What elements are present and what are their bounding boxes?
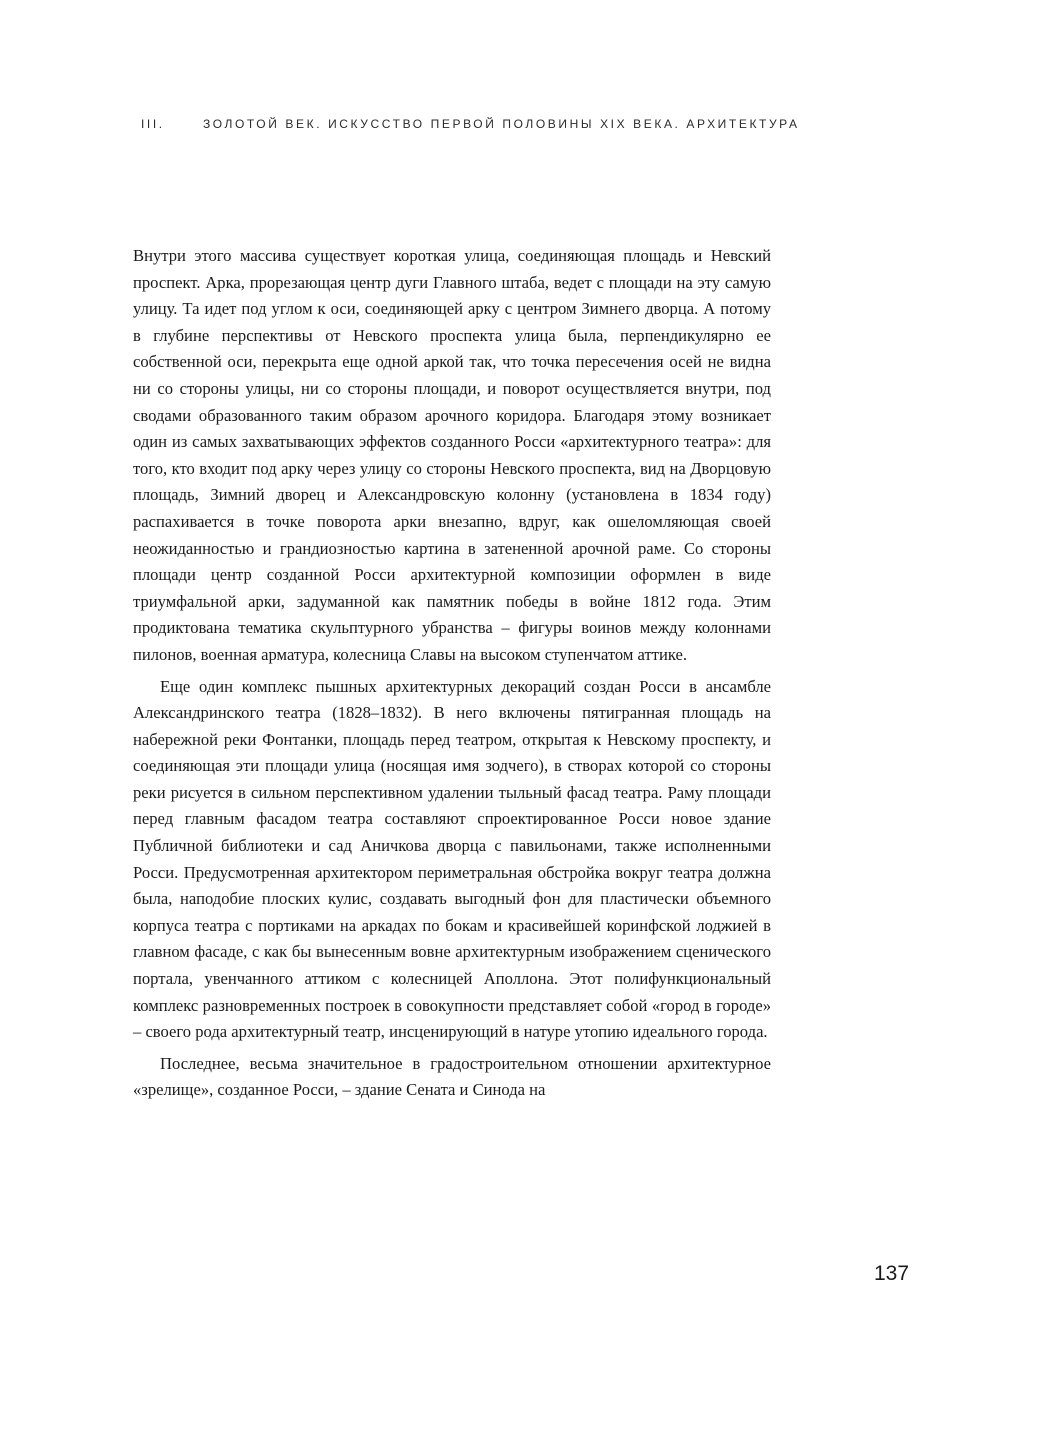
paragraph: Внутри этого массива существует короткая улица, соединяющая площадь и Невский проспект. Арка, прорезающая центр дуги Главного штаба, ведет с площади на эту самую улицу. Та идет под углом к оси, соединяющей арку с центром Зимнего дворца. А потому в глубине перспективы от Невского проспекта улица была, перпендикулярно ее собственной оси, перекрыта еще одной аркой так, что точка пересечения осей не видна ни со стороны улицы, ни со стороны площади, и поворот осуществляется внутри, под сводами образованного таким образом арочного коридора. Благодаря этому возникает один из самых захватывающих эффектов созданного Росси «архитектурного театра»: для того, кто входит под арку через улицу со стороны Невского проспекта, вид на Дворцовую площадь, Зимний дворец и Александровскую колонну (установлена в 1834 году) распахивается в точке поворота арки внезапно, вдруг, как ошеломляющая своей неожиданностью и грандиозностью картина в затененной арочной раме. Со стороны площади центр созданной Росси архитектурной композиции оформлен в виде триумфальной арки, задуманной как памятник победы в войне 1812 года. Этим продиктована тематика скульптурного убранства – фигуры воинов между колоннами пилонов, военная арматура, колесница Славы на высоком ступенчатом аттике. [133, 246, 771, 664]
paragraph: Последнее, весьма значительное в градостроительном отношении архитектурное «зрелище», созданное Росси, – здание Сената и Синода на [133, 1053, 771, 1100]
page-number: 137 [874, 1262, 910, 1285]
body-text [133, 243, 771, 1104]
running-head-title: ЗОЛОТОЙ ВЕК. ИСКУССТВО ПЕРВОЙ ПОЛОВИНЫ XIX ВЕКА. АРХИТЕКТУРА [203, 117, 800, 131]
running-head [141, 117, 901, 137]
running-head-section: III. [141, 117, 165, 131]
paragraph: Еще один комплекс пышных архитектурных декораций создан Росси в ансамбле Александринского театра (1828–1832). В него включены пятигранная площадь на набережной реки Фонтанки, площадь перед театром, открытая к Невскому проспекту, и соединяющая эти площади улица (носящая имя зодчего), в створах которой со стороны реки рисуется в сильном перспективном удалении тыльный фасад театра. Раму площади перед главным фасадом театра составляют спроектированное Росси новое здание Публичной библиотеки и сад Аничкова дворца с павильонами, также исполненными Росси. Предусмотренная архитектором периметральная обстройка вокруг театра должна была, наподобие плоских кулис, создавать выгодный фон для пластически объемного корпуса театра с портиками на аркадах по бокам и красивейшей коринфской лоджией в главном фасаде, с как бы вынесенным вовне архитектурным изображением сценического портала, увенчанного аттиком с колесницей Аполлона. Этот полифункциональный комплекс разновременных построек в совокупности представляет собой «город в городе» – своего рода архитектурный театр, инсценирующий в натуре утопию идеального города. [133, 676, 771, 1042]
